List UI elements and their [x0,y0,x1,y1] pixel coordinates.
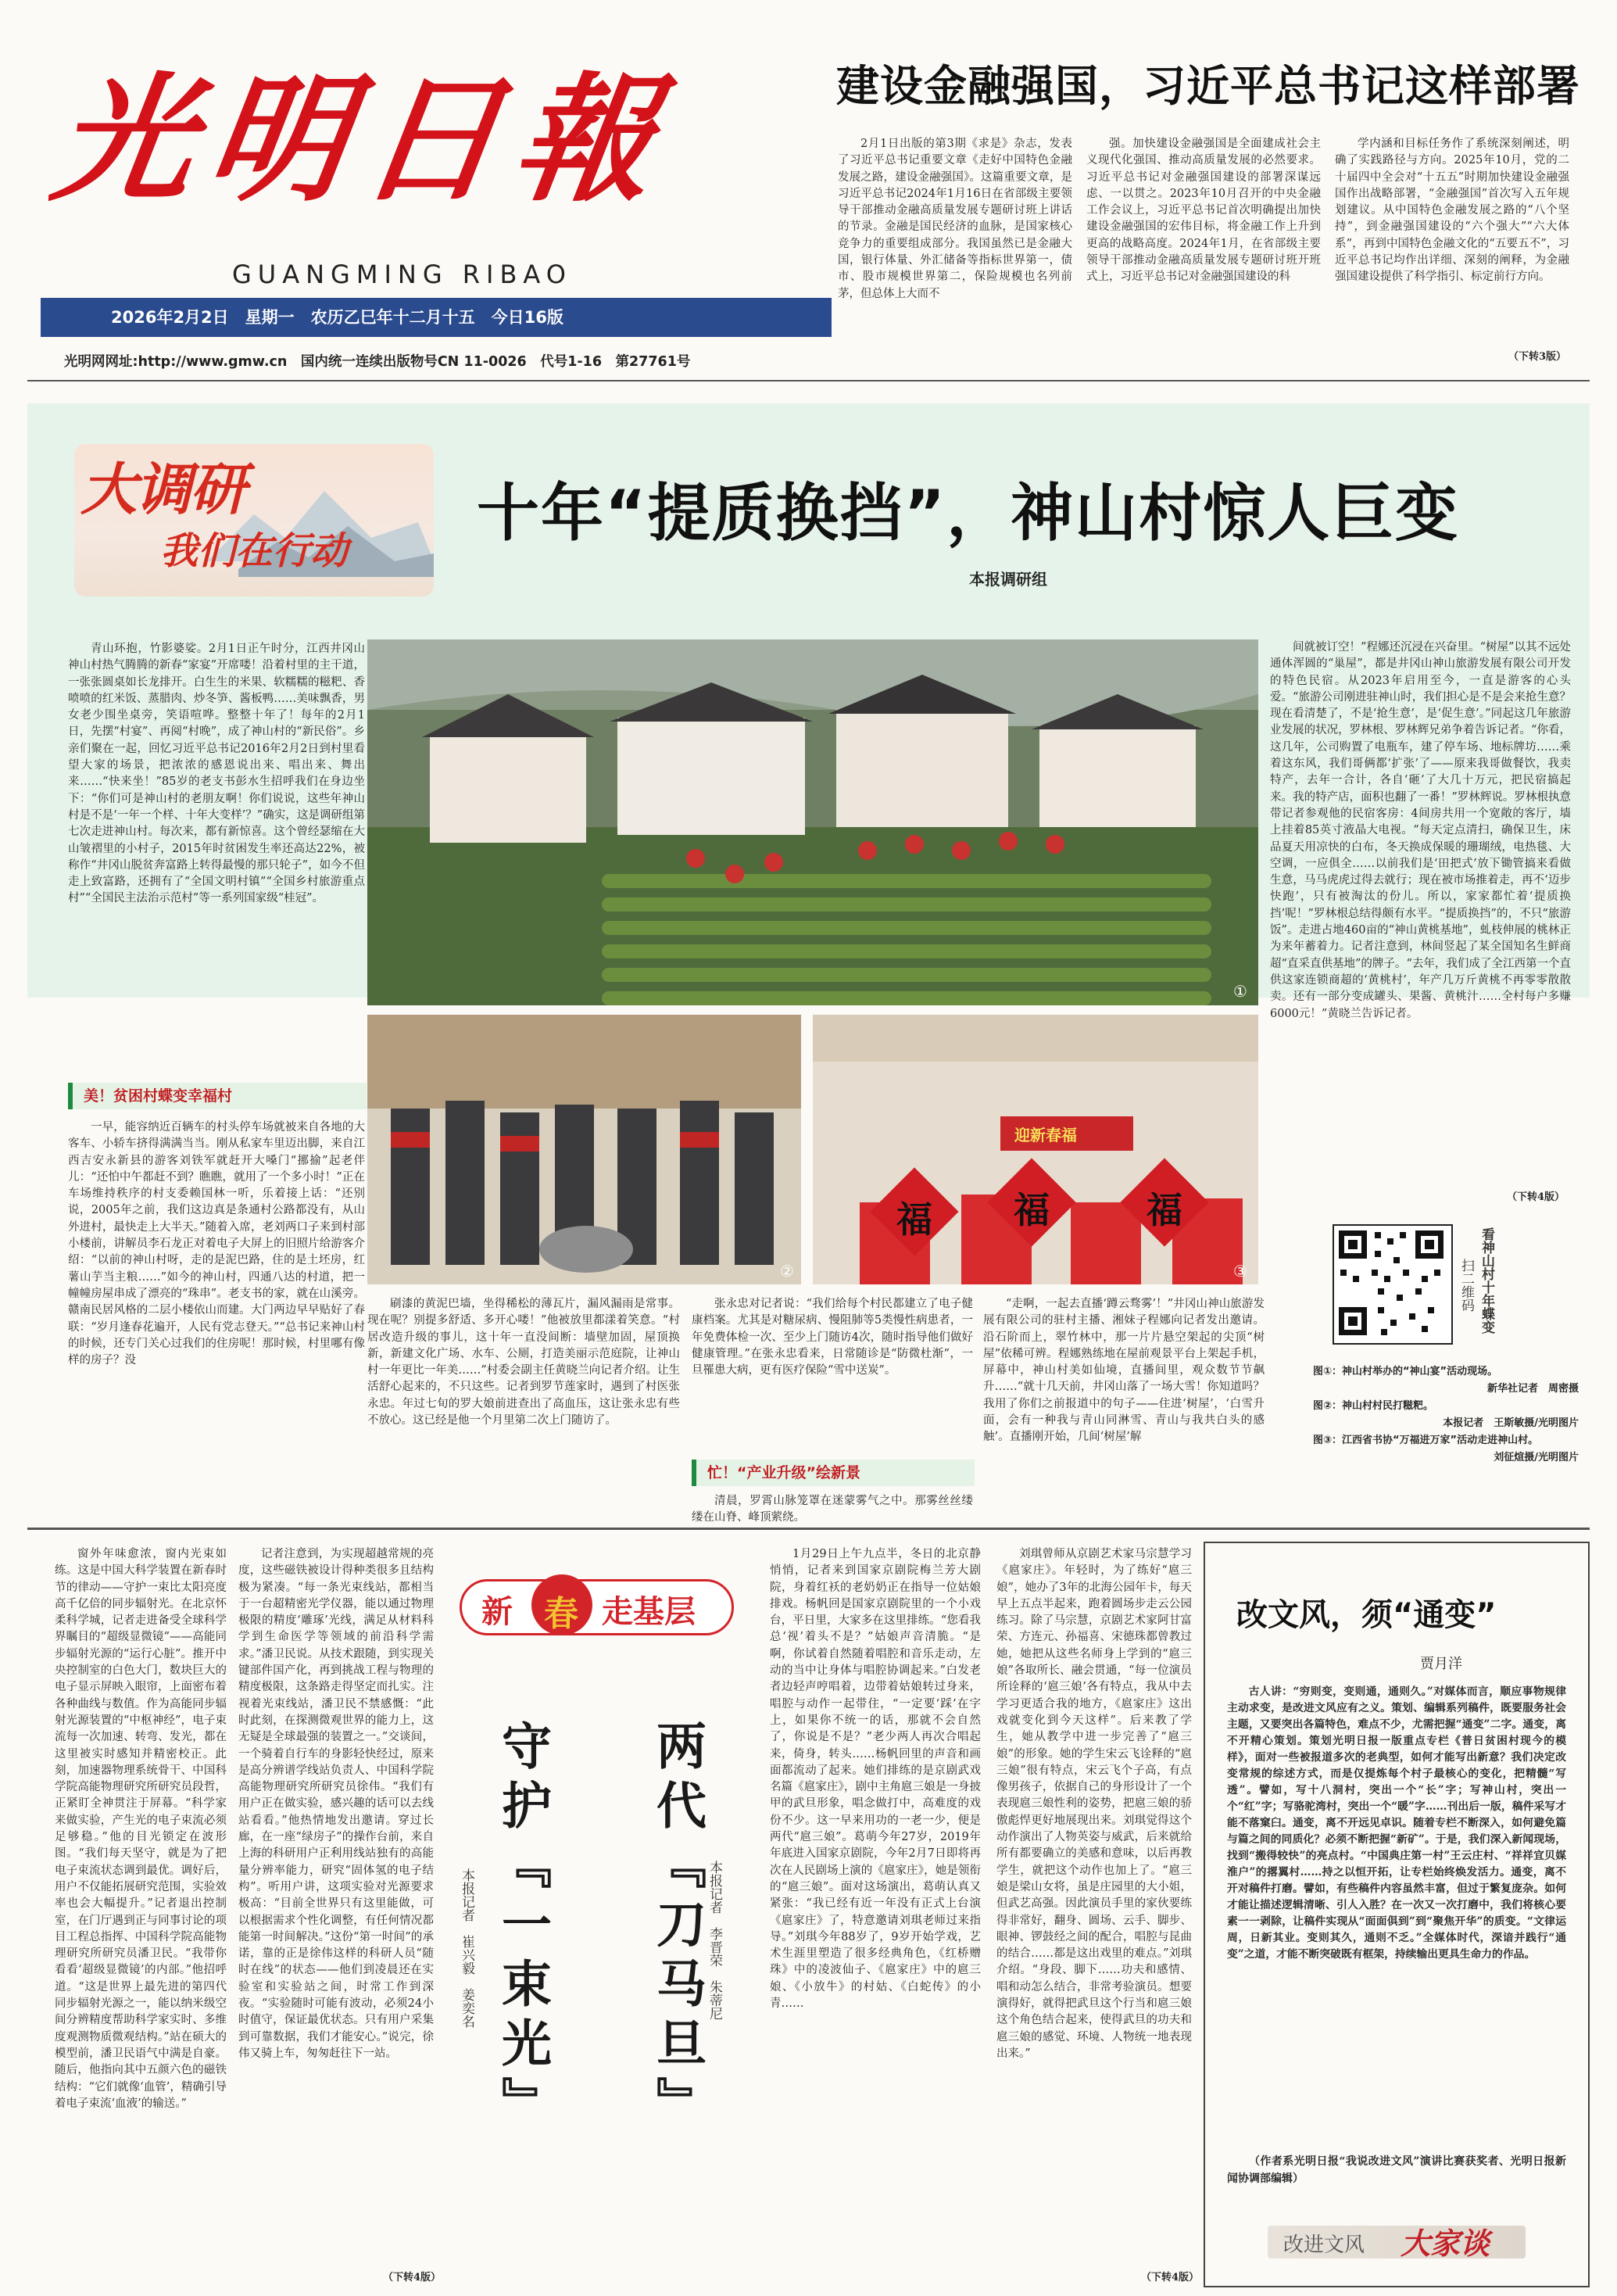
lead-col-1: 2月1日出版的第3期《求是》杂志，发表了习近平总书记重要文章《走好中国特色金融发展之路，建设金融强国》。这篇重要文章，是习近平总书记2024年1月16日在省部级主要领导干部推动金融高质量发展专题研讨班上讲话的节录。金融是国民经济的血脉，是国家核心竞争力的重要组成部分。我国虽然已是金融大国，银行体量、外汇储备等指标世界第一，债市、股市规模世界第二，保险规模也名列前茅，但总体上大而不 [838,138,1072,300]
bottom-col-b: 记者注意到，为实现超越常规的亮度，这些磁铁被设计得种类很多且结构极为紧凑。“每一条光束线站，都相当于一台超精密光学仪器，能以通过物理极限的精度‘雕琢’光线，满足从材料科学到生命医学等领域的前沿科学需求。”潘卫民说。从技术跟随，到实现关键部件国产化，再到挑战工程与物理的精度极限，这条路走得坚定而扎实。注视着光束线站，潘卫民不禁感慨：“此时此刻，在探测微观世界的能力上，这无疑是全球最强的装置之一。”交谈间，一个骑着自行车的身影轻快经过，原来是高分辨谱学线站负责人、中国科学院高能物理研究所研究员徐伟。“我们有用户正在做实验，感兴趣的话可以去线站看看。”他热情地发出邀请。穿过长廊，在一座“绿房子”的操作台前，来自上海的科研用户正利用线站独有的高能量分辨率能力，研究“固体氢的电子结构”。听用户讲，这项实验对光源要求极高：“目前全世界只有这里能做，可以根据需求个性化调整，有任何情况都能第一时间解决。”这份“第一时间”的承诺，靠的正是徐伟这样的科研人员“随时在线”的状态——他们到凌晨还在实验室和实验站之间，时常工作到深夜。“实验随时可能有波动，必须24小时值守，保证最优状态。只有用户采集到可靠数据，我们才能安心。”说完，徐伟又骑上车，匆匆赶往下一站。 [238,1548,434,2060]
story2-byline: 本报记者 李晋荣 朱蒂尼 [707,1861,722,2020]
feature-col-1: 青山环抱，竹影婆娑。2月1日正午时分，江西井冈山神山村热气腾腾的新春“家宴”开席喽！沿着村里的主干道，一张张圆桌如长龙排开。白生生的米果、软糯糯的糍粑、香喷喷的红米饭、蒸腊肉、炒冬笋、酱板鸭……美味飘香，男女老少围坐桌旁，笑语喧哗。整整十年了！每年的2月1日，先摆“村宴”、再阅“村晚”，成了神山村的“新民俗”。乡亲们聚在一起，回忆习近平总书记2016年2月2日到村里看望大家的场景，把浓浓的感恩说出来、唱出来、舞出来……“快来坐！”85岁的老支书彭水生招呼我们在身边坐下：“你们可是神山村的老朋友啊！你们说说，这些年神山村是不是‘一年一个样、十年大变样’？”确实，这是调研组第七次走进神山村。每次来，都有新惊喜。这个曾经瑟缩在大山皱褶里的小村子，2015年时贫困发生率还高达22%，被称作“井冈山脱贫奔富路上转得最慢的那只轮子”，如今不但走上致富路，还拥有了“全国文明村镇”“全国乡村旅游重点村”“全国民主法治示范村”等一系列国家级“桂冠”。 [68,643,365,905]
caption-2: 图②：神山村村民打糍粑。 [1313,1400,1434,1412]
story2-title: 两代『刀马旦』 [648,1720,707,2136]
banner-text: 迎新春福 [1014,1126,1077,1144]
editorial-author: 贾月洋 [1420,1656,1462,1672]
caption-3-credit: 刘征煊摄/光明图片 [1494,1452,1579,1463]
caption-1-credit: 新华社记者 周密摄 [1486,1383,1579,1395]
village-feast-illustration [367,639,1258,1005]
editorial-note: （作者系光明日报“我说改进文风”演讲比赛获奖者、光明日报新闻协调部编辑） [1227,2155,1566,2185]
badge-center: 春 [544,1594,578,1634]
logo-pinyin: GUANGMING RIBAO [232,260,572,289]
xinchun-badge [460,1574,729,1637]
lead-col-2: 强。加快建设金融强国是全面建成社会主义现代化强国、推动高质量发展的必然要求。习近平总书记对金融强国建设的部署深谋远虑、一以贯之。2023年10月召开的中央金融工作会议上，习近平总书记首次明确提出加快建设金融强国的宏伟目标，将金融工作上升到更高的战略高度。2024年1月，在省部级主要领导干部推动金融高质量发展专题研讨班开班式上，习近平总书记对金融强国建设的科 [1086,138,1321,284]
caption-2-credit: 本报记者 王斯敏摄/光明图片 [1443,1417,1579,1429]
story1-byline: 本报记者 崔兴毅 姜奕名 [459,1868,474,2028]
lead-headline: 建设金融强国，习近平总书记这样部署 [836,61,1581,111]
newspaper-logo: 光明日報 [45,59,681,220]
caption-1: 图①：神山村举办的“神山宴”活动现场。 [1313,1366,1498,1377]
logo-sub-text: 我们在行动 [160,529,349,573]
editorial-badge [1268,2219,1526,2263]
subhead-1: 美！贫困村蝶变幸福村 [68,1083,367,1109]
fu-char-2: 福 [1014,1189,1050,1231]
feature-col-3b: 清晨，罗霄山脉笼罩在迷蒙雾气之中。那雾丝丝缕缕在山脊、峰顶萦绕。 [692,1495,973,1524]
editorial-badge-accent: 大家谈 [1401,2226,1490,2261]
bottom-jump-a: （下转4版） [383,2272,442,2283]
photo-ciba [367,1015,801,1284]
editorial-body: 古人讲：“穷则变，变则通，通则久。”对媒体而言，顺应事物规律主动求变，是改进文风应有之义。策划、编辑系列稿件，既要服务社会主题，又要突出各篇特色，难点不少，尤需把握“通变”二字。通变，离不开精心策划。策划光明日报一版重点专栏《普日贫困村现今的模样》，面对一些被报道多次的老典型，如何才能写出新意？我们决定改变常规的综述方式，而是仅提炼每个村子最核心的变化，把精髓“写透”。譬如，写十八洞村，突出一个“长”字；写神山村，突出一个“红”字；写骆驼湾村，突出一个“暖”字……刊出后一版，稿件采写才能不落窠臼。通变，离不开远见卓识。随着专栏不断深入，如何避免篇与篇之间的同质化？必须不断把握“新矿”。于是，我们深入新闻现场，找到“搬得较快”的亮点村。“中国典庄第一村”王云庄村、“祥祥宜贝媒淮户”的撂翼村……持之以恒开拓，让专栏始终焕发活力。通变，离不开对稿件打磨。譬如，有些稿件内容虽然丰富，但过于繁复庞杂。如何才能让描述逻辑清晰、引人入胜？在一次又一次打磨中，我们将核心要素一一剥除，让稿件实现从“面面俱到”到“聚焦开华”的质变。“文律运周，日新其业。变则其久，通则不乏。”全媒体时代，深谙并践行“通变”之道，才能不断突破既有框架，持续输出更具生命力的作品。 [1227,1685,1566,1961]
editorial-title: 改文风，须“通变” [1236,1597,1497,1633]
editorial-box [1204,1542,1590,2287]
logo-main-text: 大调研 [80,457,245,522]
masthead [41,19,830,378]
bottom-jump-d: （下转4版） [1141,2272,1200,2283]
caption-3: 图③：江西省书协“万福进万家”活动走进神山村。 [1313,1435,1539,1446]
feature-jump: （下转4版） [1507,1191,1565,1203]
feature-col-2: 刷漆的黄泥巴墙，坐得稀松的薄瓦片，漏风漏雨是常事。现在呢？别提多舒适、多开心喽！”他被放里都漾着笑意。“村居改造升级的事儿，这十年一直没间断：墙壁加固，屋顶换新，新建文化广场、水车、公厕，打造美丽示范庭院，让神山村一年更比一年美……”村委会副主任黄晓兰向记者介绍。让生活舒心起来的，不只这些。记者到罗节莲家时，遇到了村医张永忠。年过七旬的罗大娘前进查出了高血压，这让张永忠有些不放心。这已经是他一个月里第二次上门随访了。 [367,1298,680,1427]
feature-col-1b: 一早，能容纳近百辆车的村头停车场就被来自各地的大客车、小轿车挤得满满当当。刚从私家车里迈出脚，来自江西吉安永新县的游客刘铁军就赶开大嗓门“挪揄”起老伴儿：“还怕中午都赶不到？瞧瞧，就用了一个多小时！”正在车场维持秩序的村支委赖国林一听，乐着接上话：“还别说，2005年之前，我们这边真是条通村公路都没有，从山外进村，最快走上大半天。”随着入席，老刘两口子来到村部小楼前，讲解员李石龙正对着电子大屏上的旧照片给游客介绍：“以前的神山村呀，走的是泥巴路，住的是土坯房，红薯山芋当主粮……”如今的神山村，四通八达的村道，把一幢幢房屋串成了漂亮的“珠串”。老支书的家，就在山溪旁。赣南民居风格的二层小楼依山而建。大门两边早早贴好了春联：“岁月逢春花遍开，人民有党志登天。”“总书记来神山村的时候，还专门关心过我们的住房呢！那时候，村里哪有像样的房子？没 [68,1121,365,1367]
story1-title: 守护『一束光』 [493,1720,552,2136]
divider-top [27,380,1590,381]
editorial-badge-text: 改进文风 [1283,2233,1365,2257]
fu-char-1: 福 [896,1198,932,1241]
photo-number-3: ③ [1233,1262,1247,1281]
lead-col-3: 学内涵和目标任务作了系统深刻阐述，明确了实践路径与方向。2025年10月，党的二十届四中全会对“十五五”时期加快建设金融强国作出战略部署，“金融强国”首次写入五年规划建议。从中国特色金融发展之路的“八个坚持”，到金融强国建设的“六个强大”“六大体系”，再到中国特色金融文化的“五要五不”，习近平总书记均作出详细、深刻的阐释，为金融强国建设提供了科学指引、标定前行方向。 [1335,138,1569,284]
survey-logo [74,444,434,596]
fu-char-3: 福 [1147,1189,1182,1231]
qr-code[interactable] [1333,1224,1453,1345]
children-fu-illustration [813,1015,1258,1284]
feature-col-4: “走啊，一起去直播‘蹲云骛雾’！”井冈山神山旅游发展有限公司的驻村主播、湘妹子程娜向记者发出邀请。沿石阶而上，翠竹林中，那一片片悬空架起的尖顶“树屋”依稀可辨。程娜熟练地在屋前观景平台上架起手机，屏幕中，神山村美如仙境，直播间里，观众数节节飙升……“就十几天前，井冈山落了一场大雪！你知道吗？我用了你们之前报道中的句子——住进‘树屋’，‘白雪升面，会有一种我与青山同淋雪、青山与我共白头的感触’。直播刚开始，几间‘树屋’解 [983,1298,1265,1444]
badge-right: 走基层 [602,1594,696,1630]
photo-number-1: ① [1233,982,1247,1001]
feature-byline: 本报调研组 [969,570,1047,589]
feature-col-3: 张永忠对记者说：“我们给每个村民都建立了电子健康档案。尤其是对糖尿病、慢阻肺等5类慢性病患者，一年免费体检一次、至少上门随访4次，随时指导他们做好健康管理。”在张永忠看来，日常随诊是“防微杜渐”，一旦罹患大病，更有医疗保险“雪中送炭”。 [692,1298,973,1377]
feature-headline: 十年“提质换挡”，神山村惊人巨变 [477,477,1460,550]
date-line: 2026年2月2日 星期一 农历乙巳年十二月十五 今日16版 [111,308,563,327]
photo-fu [813,1015,1258,1284]
photo-number-2: ② [780,1262,794,1281]
qr-scan: 扫二维码 [1458,1259,1474,1312]
divider-middle [27,1528,1590,1530]
villagers-illustration [367,1015,801,1284]
subhead-2: 忙！“产业升级”绘新景 [692,1460,975,1486]
info-line: 光明网网址:http://www.gmw.cn 国内统一连续出版物号CN 11-0026 代号1-16 第27761号 [64,354,691,370]
photo-feast [367,639,1258,1005]
bottom-col-d: 刘琪曾师从京剧艺术家马宗慧学习《扈家庄》。年轻时，为了练好“扈三娘”，她办了3年的北海公园年卡，每天早上五点半起来，跑着圆场步走云公园练习。除了马宗慧，京剧艺术家阿甘富荣、方连元、孙福喜、宋德珠都曾教过她，她把从这些名师身上学到的“扈三娘”各取所长、融会贯通，“每一位演员所诠释的‘扈三娘’各有特点，我从中去学习更适合我的地方，《扈家庄》这出戏就变化到今天这样”。后来教了学生，她从教学中进一步完善了“扈三娘”的形象。她的学生宋云飞诠释的“扈三娘”很有特点，宋云飞个子高，有点像男孩子，依据自己的身形设计了一个表现扈三娘性利的姿势，把扈三娘的骄傲彪悍更好地展现出来。刘琪觉得这个动作演出了人物英姿与威武，后来就给所有都要确立的美感和意味，以后再教学生，就把这个动作也加上了。“扈三娘是梁山女将，虽是庄园里的大小姐，但武艺高强。因此演员手里的家伙要练得非常好，翻身、圆场、云手、脚步、眼神、锣鼓经之间的配合，唱腔与昆曲的结合……都是这出戏里的难点。”刘琪介绍。“身段、脚下……功夫和感情、唱和动怎么结合，非常考验演员。想要演得好，就得把武旦这个行当和扈三娘这个角色结合起来，使得武旦的功夫和扈三娘的感觉、环境、人物统一地表现出来。” [996,1548,1192,2060]
bottom-col-a: 窗外年味愈浓，窗内光束如练。这是中国大科学装置在新春时节的律动——守护一束比太阳亮度高千亿倍的同步辐射光。在北京怀柔科学城，记者走进备受全球科学界瞩目的“超级显微镜”——高能同步辐射光源的“运行心脏”。推开中央控制室的白色大门，数块巨大的电子显示屏映入眼帘，上面密布着各种曲线与数值。作为高能同步辐射光源装置的“中枢神经”，电子束流每一次加速、转弯、发光，都在这里被实时感知并精密校正。此刻，加速器物理系统骨干、中国科学院高能物理研究所研究员段哲，正紧盯全神贯注于屏幕。“科学家来做实验，产生光的电子束流必须足够稳。”他的目光锁定在波形图。“我们每天坚守，就是为了把电子束流状态调到最优。调好后，用户不仅能拓展研究范围，实验效率也会大幅提升。”记者退出控制室，在门厅遇到正与同事讨论的项目工程总指挥、中国科学院高能物理研究所研究员潘卫民。“我带你看看‘超级显微镜’的内部。”他招呼道。“这是世界上最先进的第四代同步辐射光源之一，能以纳米级空间分辨精度帮助科学家实时、多维度观测物质微观结构。”站在硕大的模型前，潘卫民语气中满是自豪。随后，他指向其中五颜六色的磁铁结构：“它们就像‘血管’，精确引导着电子束流‘血液’的输送。” [55,1548,227,2110]
qr-pattern-icon [1334,1226,1448,1340]
bottom-col-c: 1月29日上午九点半，冬日的北京静悄悄，记者来到国家京剧院梅兰芳大剧院，身着红袄的老奶奶正在指导一位姑娘排戏。杨帆回是国家京剧院里的一个小戏台，平日里，大家多在这里排练。“您看我总‘视’着头不是？”姑娘声音清脆。“是啊，你试着自然随着唱腔和音乐走动，左动的当中让身体与唱腔协调起来。”白发老者边轻声哼唱着，边带着姑娘转过身来，唱腔与动作一起带住，“一定要‘踩’在字上，如果你不统一的话，那就不会自然了，你说是不是？”老少两人再次合唱起来，倚身，转头……杨帆回里的声音和画面都流动了起来。她们排练的是京剧武戏名篇《扈家庄》，剧中主角扈三娘是一身披甲的武旦形象，唱念做打中，高难度的戏份不少。这一早来用功的一老一少，便是两代“扈三娘”。葛萌今年27岁，2019年年底进入国家京剧院，今年2月7日即将再次在人民剧场上演的《扈家庄》，她是领衔的“扈三娘”。面对这场演出，葛萌认真又紧张：“我已经有近一年没有正式上台演《扈家庄》了，特意邀请刘琪老师过来指导。”刘琪今年88岁了，9岁开始学戏，艺术生涯里塑造了很多经典角色，《红桥赠珠》中的凌波仙子、《扈家庄》中的扈三娘、《小放牛》的村姑、《白蛇传》的小青…… [770,1548,981,2011]
lead-jump: （下转3版） [1508,351,1567,363]
date-bar [41,298,832,337]
qr-caption: 看神山村十年蝶变 [1479,1227,1494,1334]
badge-left: 新 [481,1594,513,1630]
photo-captions [1313,1363,1579,1467]
feature-col-5: 间就被订空！”程娜还沉浸在兴奋里。“树屋”以其不远处通体浑圆的“巢屋”，都是井冈山神山旅游发展有限公司开发的特色民宿。从2023年启用至今，一直是游客的心头爱。“旅游公司刚进驻神山时，我们担心是不是会来抢生意？现在看清楚了，不是‘抢生意’，是‘促生意’。”同起这几年旅游业发展的状况，罗林根、罗林辉兄弟争着告诉记者。“你看，这几年，公司购置了电瓶车，建了停车场、地标牌坊……乘着这东风，我们哥俩都‘扩张’了——原来我哥做餐饮，我卖特产，去年一合计，各自‘砸’了大几十万元，把民宿搞起来。我的特产店，面积也翻了一番！”罗林辉说。罗林根执意带记者参观他的民宿客房：4间房共用一个宽敞的客厅，墙上挂着85英寸液晶大电视。“每天定点清扫，确保卫生，床品夏天用凉快的白布，冬天换成保暖的珊瑚绒，电热毯、大空调，一应俱全……以前我们是‘田把式’放下锄管搞来看做生意，马马虎虎过得去就行；现在被市场推着走，再不‘迈步快跑’，只有被淘汰的份儿。所以，家家都忙着‘提质换挡’呢！”罗林根总结得颇有水平。“提质换挡”的，不只“旅游饭”。走进占地460亩的“神山黄桃基地”，虬枝伸展的桃林正为来年蓄着力。记者注意到，林间竖起了某全国知名生鲜商超“直采直供基地”的牌子。“去年，我们成了全江西第一个直供这家连锁商超的‘黄桃村’，年产几万斤黄桃不再零零散散卖。还有一部分变成罐头、果酱、黄桃汁……全村每户多赚6000元！”黄晓兰告诉记者。 [1270,641,1571,1020]
